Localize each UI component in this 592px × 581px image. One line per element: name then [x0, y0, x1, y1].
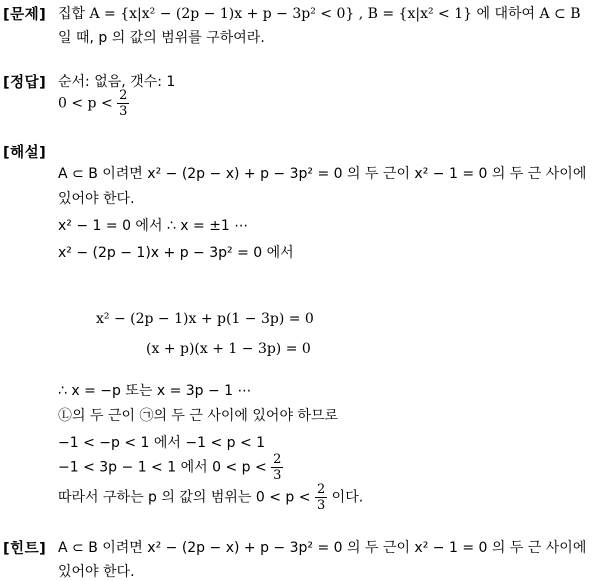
explanation-line-9-fraction	[315, 482, 327, 513]
explanation-line-4: x² − (2p − 1)x + p − 3p² = 0 에서	[58, 245, 294, 261]
explanation-line-3: x² − 1 = 0 에서 ∴ x = ±1 ⋯	[58, 218, 249, 234]
explanation-line-9	[58, 482, 363, 513]
problem-line-1	[58, 3, 581, 23]
problem-line-1-math: A = {x|x² − (2p − 1)x + p − 3p² < 0} , B = {x|x² < 1}	[89, 6, 473, 22]
hint-line-1: A ⊂ B 이려면 x² − (2p − x) + p − 3p² = 0 의 두 근이 x² − 1 = 0 의 두 근 사이에	[58, 540, 587, 556]
explanation-line-9-post: 이다.	[327, 489, 364, 506]
explanation-line-9-pre: 따라서 구하는 p 의 값의 범위는 0 < p <	[58, 489, 315, 506]
explanation-line-5: ∴ x = −p 또는 x = 3p − 1 ⋯	[58, 383, 252, 399]
answer-fraction	[117, 88, 129, 119]
explanation-line-6: Ⓛ의 두 근이 ㉠의 두 근 사이에 있어야 하므로	[58, 408, 338, 424]
explanation-line-8-pre: −1 < 3p − 1 < 1 에서 0 < p <	[58, 459, 272, 476]
answer-frac-num: 2	[119, 88, 128, 103]
answer-line-1: 순서: 없음, 갯수: 1	[58, 74, 176, 90]
problem-label: [문제]	[3, 7, 47, 23]
explanation-line-8-num: 2	[273, 452, 282, 467]
answer-frac-den: 3	[119, 104, 128, 119]
answer-ineq-pre: 0 < p <	[58, 95, 118, 112]
problem-line-1-pre: 집합	[58, 6, 90, 22]
problem-line-2: 일 때, p 의 값의 범위를 구하여라.	[58, 30, 265, 46]
problem-line-1-post: 에 대하여 A ⊂ B	[472, 6, 581, 22]
explanation-equation-2: (x + p)(x + 1 − 3p) = 0	[146, 341, 311, 357]
explanation-line-8-fraction	[271, 452, 283, 483]
explanation-line-9-den: 3	[316, 498, 326, 513]
explanation-equation-1: x² − (2p − 1)x + p(1 − 3p) = 0	[96, 311, 314, 327]
explanation-line-7: −1 < −p < 1 에서 −1 < p < 1	[58, 435, 266, 451]
explanation-label: [해설]	[3, 145, 47, 161]
answer-label: [정답]	[3, 75, 47, 91]
explanation-line-2: 있어야 한다.	[58, 191, 135, 207]
explanation-line-8-den: 3	[273, 468, 282, 483]
hint-label: [힌트]	[3, 541, 47, 557]
explanation-line-8	[58, 452, 283, 483]
explanation-line-9-num: 2	[316, 482, 326, 497]
hint-line-2: 있어야 한다.	[58, 564, 135, 580]
answer-inequality	[58, 88, 129, 119]
explanation-line-1: A ⊂ B 이려면 x² − (2p − x) + p − 3p² = 0 의 두 근이 x² − 1 = 0 의 두 근 사이에	[58, 166, 587, 182]
